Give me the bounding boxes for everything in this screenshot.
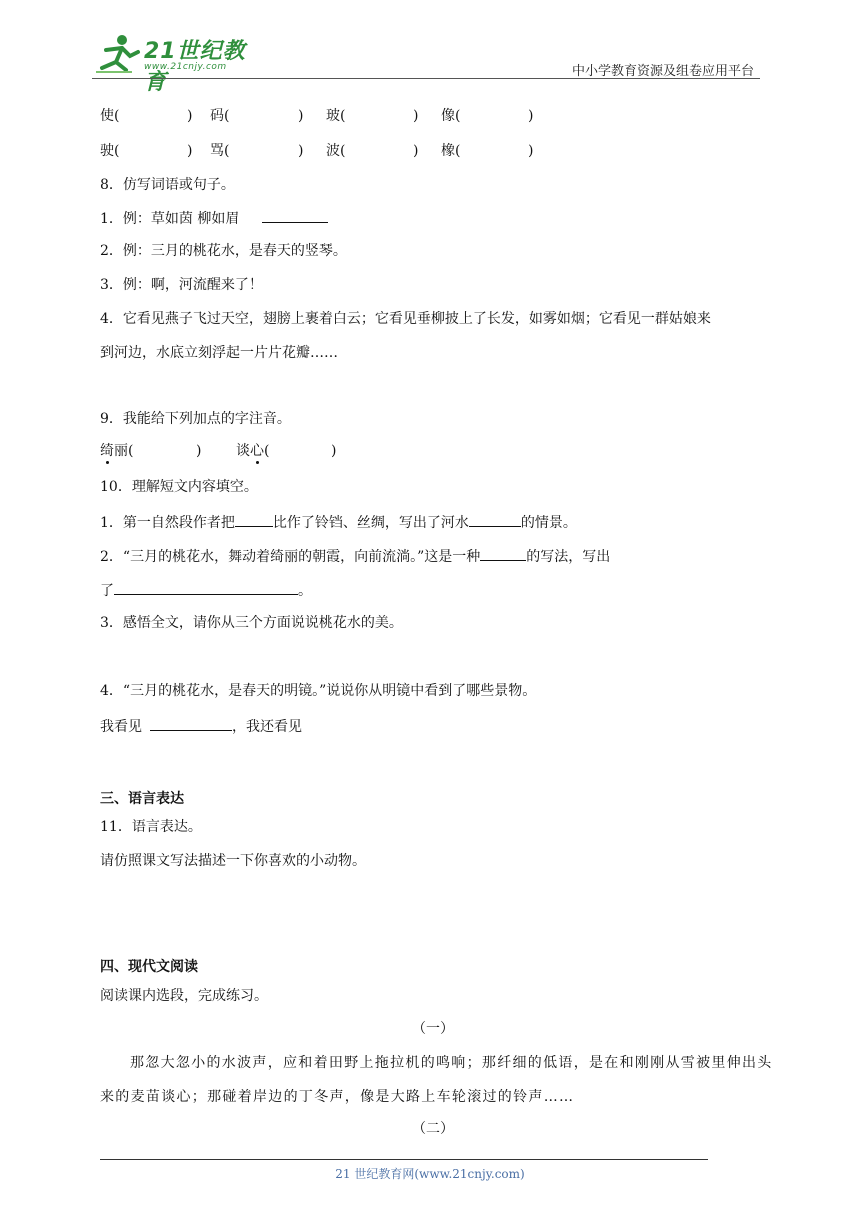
- answer-blank[interactable]: [114, 580, 298, 595]
- runner-logo-icon: [92, 32, 142, 76]
- q10-item-1: [100, 512, 577, 532]
- q8-item-1-text: 1．例：草如茵 柳如眉: [100, 211, 240, 227]
- answer-blank[interactable]: [235, 512, 273, 527]
- q9-word-1: [100, 442, 133, 460]
- site-logo: [92, 32, 262, 95]
- q7-paren-close: ): [187, 108, 193, 124]
- q9-paren-close: ): [331, 443, 337, 459]
- passage-part-1-line-2: 来的麦苗谈心；那碰着岸边的丁冬声，像是大路上车轮滚过的铃声……: [100, 1089, 575, 1105]
- answer-blank[interactable]: [480, 546, 526, 561]
- q10-title: 10．理解短文内容填空。: [100, 479, 258, 495]
- q7-word-ma: 码(: [210, 108, 230, 124]
- q10-item-4-answer-b: ，我还看见: [232, 719, 302, 735]
- section-3-heading: 三、语言表达: [100, 791, 184, 807]
- q10-item-2-d: 。: [298, 583, 312, 599]
- q9-word-2-first: 谈: [236, 443, 250, 459]
- q10-item-2-a: 2．“三月的桃花水，舞动着绮丽的朝霞，向前流淌。”这是一种: [100, 549, 481, 565]
- page-header: [92, 26, 760, 95]
- q11-prompt: 请仿照课文写法描述一下你喜欢的小动物。: [100, 853, 366, 869]
- q9-title: 9．我能给下列加点的字注音。: [100, 411, 291, 427]
- q9-paren-close: ): [196, 443, 202, 459]
- answer-blank[interactable]: [262, 208, 328, 223]
- q7-paren-close: ): [413, 143, 419, 159]
- q7-word-shi2: 驶(: [100, 143, 120, 159]
- q10-item-2-c: 了: [100, 583, 114, 599]
- q10-item-1-c: 的情景。: [520, 515, 577, 531]
- q7-paren-close: ): [298, 108, 304, 124]
- passage-part-1-line-1: 那忽大忽小的水波声，应和着田野上拖拉机的鸣响；那纤细的低语，是在和刚刚从雪被里伸出头: [130, 1055, 773, 1071]
- footer-divider: [100, 1159, 708, 1160]
- q10-item-1-a: 1．第一自然段作者把: [100, 515, 235, 531]
- q8-item-4-line-1: 4．它看见燕子飞过天空，翅膀上裹着白云；它看见垂柳披上了长发，如雾如烟；它看见一群姑娘来: [100, 311, 711, 327]
- q8-title: 8．仿写词语或句子。: [100, 177, 235, 193]
- q7-word-bo: 玻(: [326, 108, 346, 124]
- passage-part-2-label: （二）: [412, 1121, 454, 1137]
- header-divider: [92, 78, 760, 79]
- q7-paren-close: ): [187, 143, 193, 159]
- dotted-char: 绮: [100, 443, 114, 459]
- q8-item-4-line-2: 到河边，水底立刻浮起一片片花瓣……: [100, 345, 338, 361]
- header-platform-name: 中小学教育资源及组卷应用平台: [571, 64, 754, 79]
- q10-item-4: 4．“三月的桃花水，是春天的明镜。”说说你从明镜中看到了哪些景物。: [100, 683, 537, 699]
- section-4-heading: 四、现代文阅读: [100, 959, 198, 975]
- q9-paren-open: (: [264, 443, 270, 459]
- logo-main-text: 21世纪教育: [144, 39, 246, 95]
- q8-item-3: 3．例：啊，河流醒来了！: [100, 277, 263, 293]
- q9-word-2: [236, 442, 269, 460]
- q7-word-xiang2: 橡(: [441, 143, 461, 159]
- q10-item-4-answer-a: 我看见: [100, 719, 142, 735]
- dotted-char: 心: [250, 443, 264, 459]
- q10-item-4-answer: [100, 716, 302, 736]
- q7-word-shi: 使(: [100, 108, 120, 124]
- q7-paren-close: ): [413, 108, 419, 124]
- q7-paren-close: ): [528, 143, 534, 159]
- q7-paren-close: ): [528, 108, 534, 124]
- q7-word-bo2: 波(: [326, 143, 346, 159]
- q10-item-2-b: 的写法，写出: [526, 549, 611, 565]
- footer-site-link[interactable]: 21 世纪教育网(www.21cnjy.com): [335, 1167, 525, 1181]
- logo-sub-text: www.21cnjy.com: [144, 62, 227, 72]
- q7-paren-close: ): [298, 143, 304, 159]
- answer-blank[interactable]: [150, 716, 232, 731]
- q10-item-3: 3．感悟全文，请你从三个方面说说桃花水的美。: [100, 615, 403, 631]
- q8-item-2: 2．例：三月的桃花水，是春天的竖琴。: [100, 243, 347, 259]
- q10-item-2: [100, 546, 610, 566]
- section-4-intro: 阅读课内选段，完成练习。: [100, 988, 268, 1004]
- q8-item-1: [100, 208, 328, 228]
- q7-word-ma2: 骂(: [210, 143, 230, 159]
- answer-blank[interactable]: [469, 512, 521, 527]
- q9-word-1-rest: 丽(: [114, 443, 134, 459]
- q10-item-2-cont: [100, 580, 312, 600]
- q10-item-1-b: 比作了铃铛、丝绸，写出了河水: [272, 515, 469, 531]
- passage-part-1-label: （一）: [412, 1021, 454, 1037]
- q11-title: 11．语言表达。: [100, 819, 202, 835]
- q7-word-xiang: 像(: [441, 108, 461, 124]
